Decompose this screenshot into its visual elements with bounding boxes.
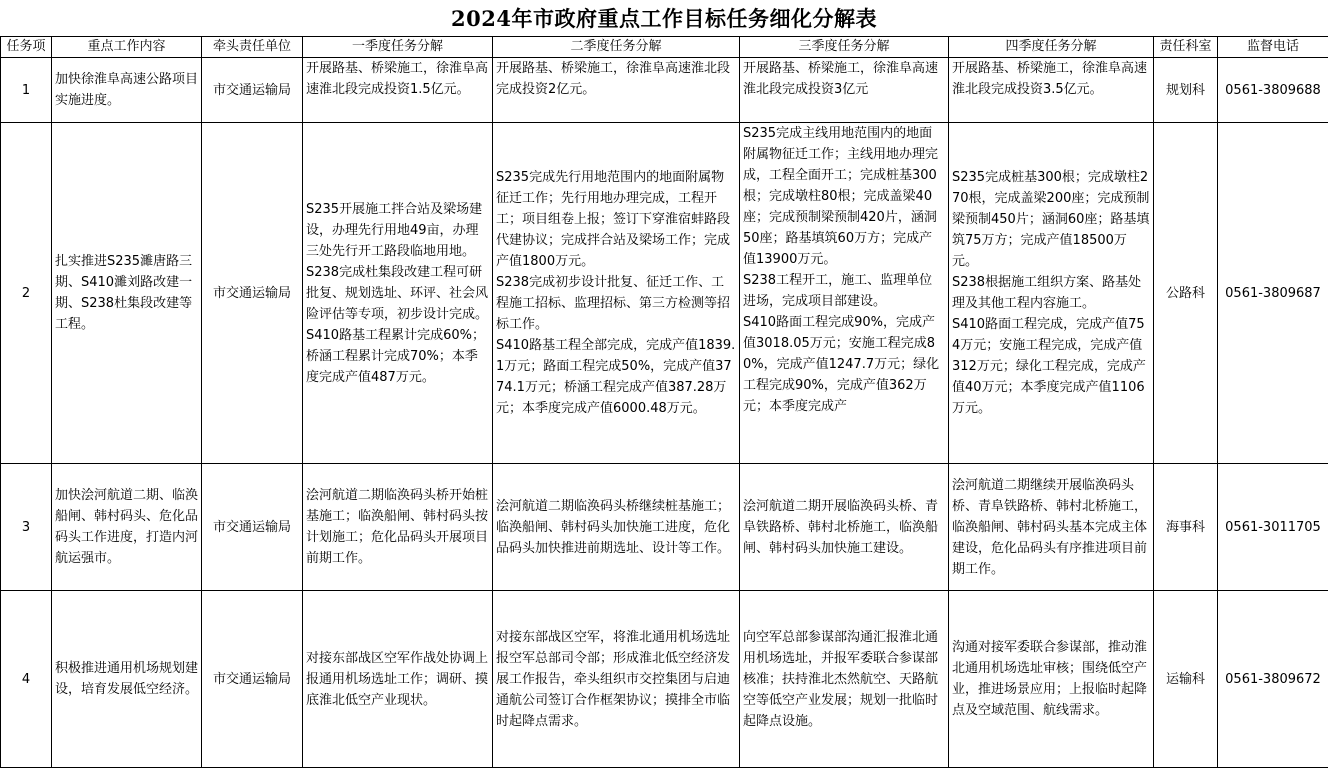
header-q2: 二季度任务分解 (493, 37, 740, 58)
lead-unit: 市交通运输局 (202, 58, 303, 123)
supervision-phone: 0561-3011705 (1218, 464, 1328, 591)
q3-task: S235完成主线用地范围内的地面附属物征迁工作；主线用地办理完成，工程全面开工；完成桩基300根；完成墩柱80根；完成盖梁40座；完成预制梁预制420片，涵洞50座；路基填筑60万方；完成产值13900万元。 S238工程开工，施工、监理单位进场，完成项目部建设。 S410路面工程完成90%，完成产值3018.05万元；安施工程完成80%，完成产值1247.7万元；绿化工程完成90%，完成产值362万元；本季度完成产 (743, 126, 940, 414)
responsible-dept: 运输科 (1154, 591, 1218, 768)
q1-task: 浍河航道二期临涣码头桥开始桩基施工；临涣船闸、韩村码头按计划施工；危化品码头开展项目前期工作。 (303, 464, 493, 591)
header-unit: 牵头责任单位 (202, 37, 303, 58)
header-q1: 一季度任务分解 (303, 37, 493, 58)
table-row (1, 464, 1328, 591)
table-row (1, 58, 1328, 123)
q4-task: S235完成桩基300根；完成墩柱270根，完成盖梁200座；完成预制梁预制450片；涵洞60座；路基填筑75万方；完成产值18500万元。 S238根据施工组织方案、路基处理及其他工程内容施工。 S410路面工程完成，完成产值754万元；安施工程完成，完成产值312万元；绿化工程完成，完成产值40万元；本季度完成产值1106万元。 (952, 170, 1150, 416)
q3-task: 浍河航道二期开展临涣码头桥、青阜铁路桥、韩村北桥施工，临涣船闸、韩村码头加快施工建设。 (740, 464, 949, 591)
supervision-phone: 0561-3809687 (1218, 123, 1328, 464)
supervision-phone: 0561-3809672 (1218, 591, 1328, 768)
task-table (0, 36, 1328, 768)
task-content: 加快徐淮阜高速公路项目实施进度。 (52, 58, 202, 123)
task-no: 2 (1, 123, 52, 464)
task-no: 3 (1, 464, 52, 591)
task-no: 1 (1, 58, 52, 123)
table-row (1, 123, 1328, 464)
q3-task: 开展路基、桥梁施工，徐淮阜高速淮北段完成投资3亿元 (740, 58, 949, 123)
task-content: 积极推进通用机场规划建设，培育发展低空经济。 (52, 591, 202, 768)
header-row (1, 37, 1328, 58)
lead-unit: 市交通运输局 (202, 591, 303, 768)
lead-unit: 市交通运输局 (202, 123, 303, 464)
responsible-dept: 公路科 (1154, 123, 1218, 464)
q1-task: 对接东部战区空军作战处协调上报通用机场选址工作；调研、摸底淮北低空产业现状。 (303, 591, 493, 768)
q1-task: 开展路基、桥梁施工，徐淮阜高速淮北段完成投资1.5亿元。 (303, 58, 493, 123)
q4-task: 浍河航道二期继续开展临涣码头桥、青阜铁路桥、韩村北桥施工，临涣船闸、韩村码头基本完成主体建设，危化品码头有序推进项目前期工作。 (949, 464, 1154, 591)
header-task-no: 任务项 (1, 37, 52, 58)
q2-task: 开展路基、桥梁施工，徐淮阜高速淮北段完成投资2亿元。 (493, 58, 740, 123)
document-title: 2024年市政府重点工作目标任务细化分解表 (451, 6, 877, 31)
header-content: 重点工作内容 (52, 37, 202, 58)
header-dept: 责任科室 (1154, 37, 1218, 58)
task-content: 加快浍河航道二期、临涣船闸、韩村码头、危化品码头工作进度，打造内河航运强市。 (52, 464, 202, 591)
responsible-dept: 规划科 (1154, 58, 1218, 123)
task-no: 4 (1, 591, 52, 768)
header-q3: 三季度任务分解 (740, 37, 949, 58)
q2-task: S235完成先行用地范围内的地面附属物征迁工作；先行用地办理完成，工程开工；项目组卷上报；签订下穿淮宿蚌路段代建协议；完成拌合站及梁场工作；完成产值1800万元。 S238完成初步设计批复、征迁工作、工程施工招标、监理招标、第三方检测等招标工作。 S410路基工程全部完成，完成产值1839.1万元；路面工程完成50%，完成产值3774.1万元；桥涵工程完成产值387.28万元；本季度完成产值6000.48万元。 (496, 170, 736, 416)
q1-task: S235开展施工拌合站及梁场建设，办理先行用地49亩，办理三处先行开工路段临地用地。 S238完成杜集段改建工程可研批复、规划选址、环评、社会风险评估等专项，初步设计完成。 S410路基工程累计完成60%；桥涵工程累计完成70%；本季度完成产值487万元。 (306, 201, 489, 385)
supervision-phone: 0561-3809688 (1218, 58, 1328, 123)
q2-task: 对接东部战区空军，将淮北通用机场选址报空军总部司令部；形成淮北低空经济发展工作报告，牵头组织市交控集团与启迪通航公司签订合作框架协议；摸排全市临时起降点需求。 (493, 591, 740, 768)
lead-unit: 市交通运输局 (202, 464, 303, 591)
task-content: 扎实推进S235濉唐路三期、S410濉刘路改建一期、S238杜集段改建等工程。 (52, 123, 202, 464)
q3-task: 向空军总部参谋部沟通汇报淮北通用机场选址，并报军委联合参谋部核准；扶持淮北杰然航空、天路航空等低空产业发展；规划一批临时起降点设施。 (740, 591, 949, 768)
table-row (1, 591, 1328, 768)
q2-task: 浍河航道二期临涣码头桥继续桩基施工；临涣船闸、韩村码头加快施工进度，危化品码头加快推进前期选址、设计等工作。 (493, 464, 740, 591)
q4-task: 沟通对接军委联合参谋部，推动淮北通用机场选址审核；围绕低空产业，推进场景应用；上报临时起降点及空域范围、航线需求。 (949, 591, 1154, 768)
header-phone: 监督电话 (1218, 37, 1328, 58)
q4-task: 开展路基、桥梁施工，徐淮阜高速淮北段完成投资3.5亿元。 (949, 58, 1154, 123)
header-q4: 四季度任务分解 (949, 37, 1154, 58)
responsible-dept: 海事科 (1154, 464, 1218, 591)
